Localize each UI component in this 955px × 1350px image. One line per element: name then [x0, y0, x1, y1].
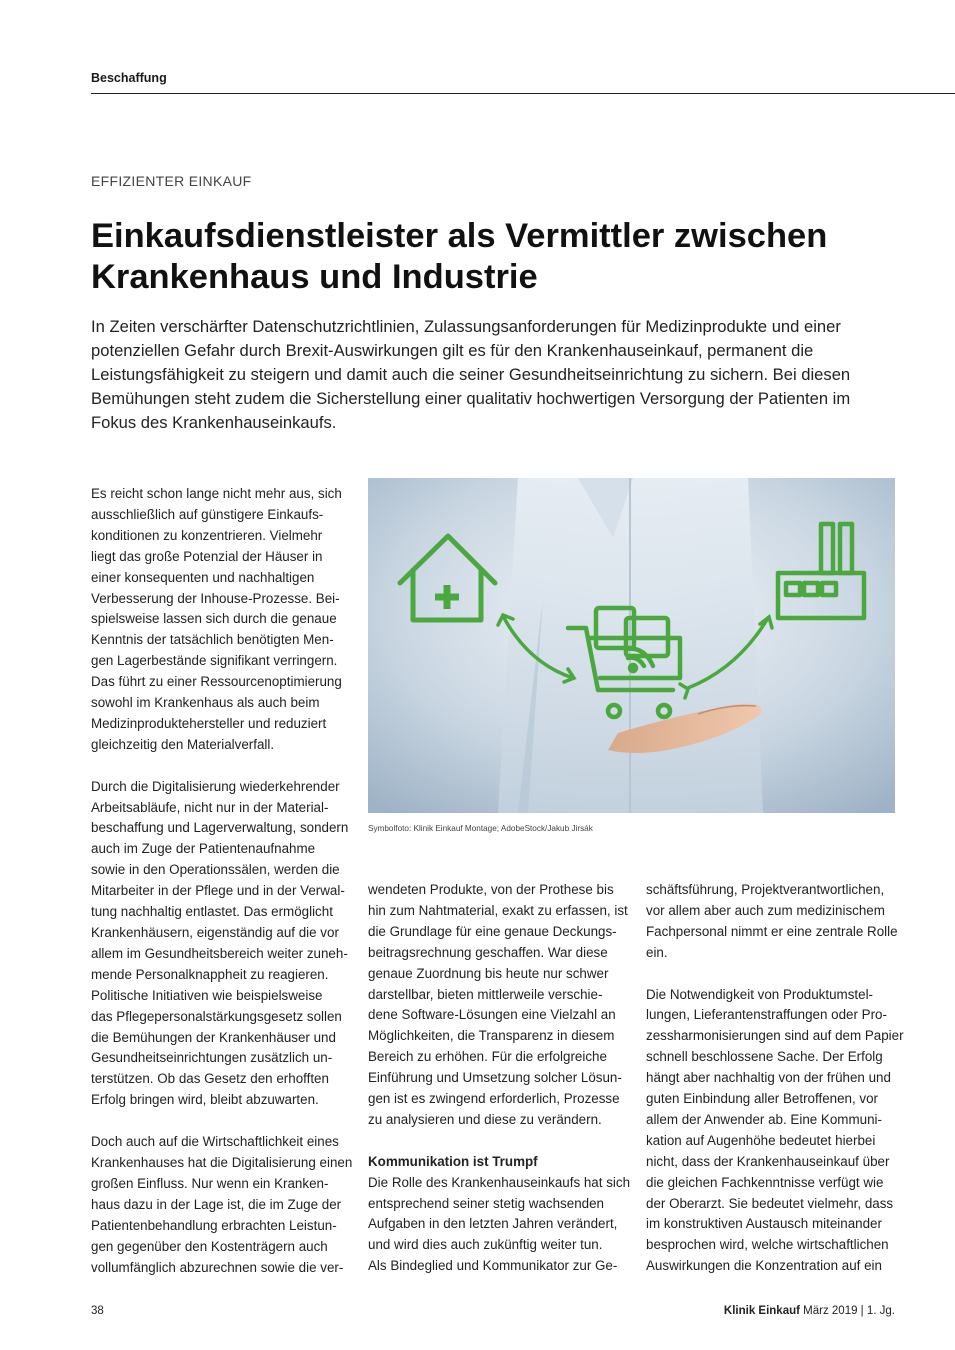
lead-line: Leistungsfähigkeit zu steigern und damit auch die seiner Gesundheitseinrichtung zu sichern. Bei diesen — [91, 365, 851, 384]
text-line: ausschließlich auf günstigere Einkaufs- — [91, 506, 324, 522]
text-line: schnell beschlossene Sache. Der Erfolg — [646, 1049, 883, 1065]
text-line: Bereich zu erhöhen. Für die erfolgreiche — [368, 1049, 607, 1065]
lead-line: Bemühungen steht zudem die Sicherstellung einer qualitativ hochwertigen Versorgung der Patienten im — [91, 389, 851, 408]
paragraph — [91, 1132, 353, 1278]
text-line: gleichzeitig den Materialverfall. — [91, 736, 275, 752]
text-line: beitragsrechnung geschaffen. War diese — [368, 944, 608, 960]
text-line: Krankenhäusern, eigenständig auf die vor — [91, 925, 339, 941]
text-line: die Bemühungen der Krankenhäuser und — [91, 1029, 336, 1045]
text-line: hin zum Nahtmaterial, exakt zu erfassen, ist — [368, 902, 628, 918]
text-line: nicht, dass der Krankenhauseinkauf über — [646, 1153, 890, 1169]
text-line: liegt das große Potenzial der Häuser in — [91, 548, 323, 564]
text-line: das Pflegepersonalstärkungsgesetz sollen — [91, 1008, 342, 1024]
column-2 — [368, 880, 631, 1277]
text-line: Möglichkeiten, die Transparenz in diesem — [368, 1028, 615, 1044]
text-line: Fachpersonal nimmt er eine zentrale Rolle — [646, 923, 898, 939]
text-line: Krankenhauses hat die Digitalisierung einen — [91, 1154, 353, 1170]
text-line: konditionen zu konzentrieren. Vielmehr — [91, 527, 323, 543]
text-line: terstützen. Ob das Gesetz den erhofften — [91, 1071, 329, 1087]
text-line: hängt aber nachhaltig von der frühen und — [646, 1070, 891, 1086]
column-3 — [646, 880, 904, 1298]
paragraph-with-subheading — [368, 1152, 631, 1277]
text-line: Durch die Digitalisierung wiederkehrender — [91, 778, 340, 794]
paragraph — [91, 777, 349, 1112]
paragraph — [646, 985, 904, 1278]
page-number: 38 — [91, 1305, 104, 1317]
text-line: gen Lagerbestände signifikant verringern. — [91, 653, 338, 669]
text-line: genaue Zuordnung bis heute nur schwer — [368, 965, 609, 981]
text-line: Die Notwendigkeit von Produktumstel- — [646, 986, 874, 1002]
text-line: gen ist es zwingend erforderlich, Prozesse — [368, 1091, 620, 1107]
text-line: Die Rolle des Krankenhauseinkaufs hat sich — [368, 1174, 631, 1190]
column-1 — [91, 484, 353, 1299]
paragraph — [646, 880, 901, 964]
text-line: gen gegenüber den Kostenträgern auch — [91, 1238, 328, 1254]
text-line: schäftsführung, Projektverantwortlichen, — [646, 882, 885, 897]
text-line: Doch auch auf die Wirtschaftlichkeit eines — [91, 1134, 339, 1150]
text-line: und wird dies auch zukünftig weiter tun. — [368, 1237, 603, 1253]
paragraph — [91, 484, 343, 756]
text-line: vollumfänglich abzurechnen sowie die ver- — [91, 1259, 344, 1275]
text-line: Mitarbeiter in der Pflege und in der Verwal- — [91, 883, 345, 899]
subheading: Kommunikation ist Trumpf — [368, 1153, 538, 1169]
text-line: der Oberarzt. Sie bedeutet vielmehr, dass — [646, 1195, 894, 1211]
text-line: Aufgaben in den letzten Jahren verändert, — [368, 1216, 618, 1232]
text-line: guten Einbindung aller Betroffenen, vor — [646, 1091, 879, 1107]
text-line: Erfolg bringen wird, bleibt abzuwarten. — [91, 1092, 319, 1108]
text-line: einer konsequenten und nachhaltigen — [91, 569, 315, 585]
text-line: vor allem aber auch zum medizinischem — [646, 902, 885, 918]
text-line: Einführung und Umsetzung solcher Lösun- — [368, 1070, 622, 1086]
text-line: Das führt zu einer Ressourcenoptimierung — [91, 674, 342, 690]
text-line: Patientenbehandlung erbrachten Leistun- — [91, 1217, 337, 1233]
article-title — [91, 216, 911, 298]
section-label: Beschaffung — [91, 71, 167, 85]
header-rule — [91, 93, 955, 94]
text-line: Gesundheitseinrichtungen zusätzlich un- — [91, 1050, 333, 1066]
text-line: Als Bindeglied und Kommunikator zur Ge- — [368, 1258, 618, 1274]
text-line: zessharmonisierungen sind auf dem Papier — [646, 1028, 904, 1044]
text-line: entsprechend seiner stetig wachsenden — [368, 1195, 604, 1211]
text-line: großen Einfluss. Nur wenn ein Kranken- — [91, 1175, 329, 1191]
text-line: beschaffung und Lagerverwaltung, sondern — [91, 820, 349, 836]
article-kicker: EFFIZIENTER EINKAUF — [91, 173, 252, 189]
text-line: spielsweise lassen sich durch die genaue — [91, 611, 337, 627]
text-line: allem im Gesundheitsbereich weiter zuneh- — [91, 945, 348, 961]
text-line: Politische Initiativen wie beispielsweise — [91, 987, 323, 1003]
text-line: allem der Anwender ab. Eine Kommuni- — [646, 1111, 882, 1127]
paragraph-body — [368, 1173, 631, 1278]
lead-line: In Zeiten verschärfter Datenschutzrichtlinien, Zulassungsanforderungen für Medizinprodukte und einer — [91, 317, 841, 336]
text-line: darstellbar, bieten mittlerweile verschie- — [368, 986, 603, 1002]
text-line: Medizinproduktehersteller und reduziert — [91, 715, 327, 731]
text-line: sowohl im Krankenhaus als auch beim — [91, 695, 320, 711]
text-line: Verbesserung der Inhouse-Prozesse. Bei- — [91, 590, 340, 606]
text-line: haus dazu in der Lage ist, die im Zuge der — [91, 1196, 342, 1212]
title-line: Krankenhaus und Industrie — [91, 258, 538, 296]
text-line: mende Personalknappheit zu reagieren. — [91, 966, 329, 982]
text-line: sowie in den Operationssälen, werden die — [91, 862, 340, 878]
text-line: lungen, Lieferantenstraffungen oder Pro- — [646, 1007, 887, 1023]
title-line: Einkaufsdienstleister als Vermittler zwischen — [91, 217, 828, 255]
article-lead — [91, 315, 901, 435]
article-photo — [368, 478, 895, 813]
text-line: wendeten Produkte, von der Prothese bis — [368, 882, 614, 897]
text-line: Es reicht schon lange nicht mehr aus, sich — [91, 486, 342, 501]
photo-caption: Symbolfoto: Klinik Einkauf Montage; AdobeStock/Jakub Jirsák — [368, 824, 593, 833]
text-line: tung nachhaltig entlastet. Das ermöglicht — [91, 904, 333, 920]
magazine-name: Klinik Einkauf — [723, 1305, 800, 1317]
text-line: dene Software-Lösungen eine Vielzahl an — [368, 1007, 616, 1023]
text-line: die Grundlage für eine genaue Deckungs- — [368, 923, 617, 939]
text-line: kation auf Augenhöhe bedeutet hierbei — [646, 1132, 876, 1148]
text-line: Auswirkungen die Konzentration auf ein — [646, 1258, 882, 1274]
lead-line: potenziellen Gefahr durch Brexit-Auswirkungen gilt es für den Krankenhauseinkauf, permanent die — [91, 341, 814, 360]
lead-line: Fokus des Krankenhauseinkaufs. — [91, 413, 337, 432]
footer-issue — [724, 1305, 895, 1317]
text-line: besprochen wird, welche wirtschaftlichen — [646, 1237, 889, 1253]
text-line: die gleichen Fachkenntnisse verfügt wie — [646, 1174, 884, 1190]
text-line: zu analysieren und diese zu verändern. — [368, 1111, 602, 1127]
text-line: Kenntnis der tatsächlich benötigten Men- — [91, 632, 334, 648]
text-line: auch im Zuge der Patientenaufnahme — [91, 841, 316, 857]
text-line: Arbeitsabläufe, nicht nur in der Material- — [91, 799, 329, 815]
paragraph — [368, 880, 628, 1131]
issue-info: März 2019 | 1. Jg. — [803, 1305, 895, 1317]
text-line: im konstruktiven Austausch miteinander — [646, 1216, 882, 1232]
text-line: ein. — [646, 944, 668, 960]
